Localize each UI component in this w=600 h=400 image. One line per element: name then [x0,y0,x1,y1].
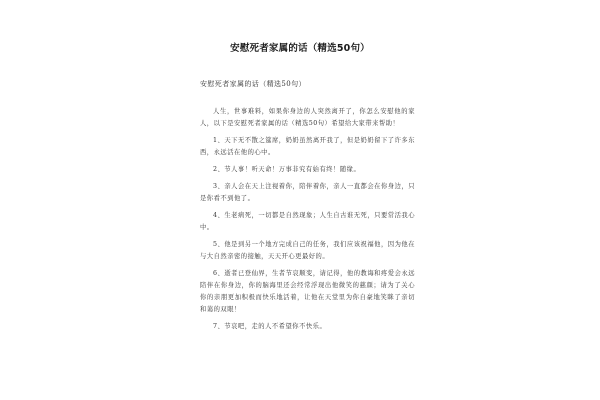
quote-paragraph: 7、节哀吧，走的人不希望你不快乐。 [213,323,327,331]
intro-paragraph: 人生，世事难料，如果你身边的人突然离开了，你怎么安慰他的家人，以下是安慰死者家属的话（精选50句）希望给大家带来帮助！ [200,108,415,128]
document-title: 安慰死者家属的话（精选50句） [230,43,370,54]
quote-paragraph: 3、亲人会在天上注视着你，陪伴着你，亲人一直都会在你身边，只是你看不到他了。 [200,182,415,202]
document-subtitle: 安慰死者家属的话（精选50句） [200,80,306,88]
document-body [200,106,415,338]
quote-paragraph: 1、天下无不散之筵席，奶奶虽然离开我了，但是奶奶留下了许多东西，永远活在他的心中。 [200,137,415,157]
quote-paragraph: 5、他是到另一个地方完成自己的任务，我们应该祝福他，因为他在与大自然亲密的接触，天天开心更最好的。 [200,240,415,260]
quote-paragraph: 2、节人事！听天命！万事非究有始有终！随缘。 [213,166,361,173]
quote-paragraph: 6、逝者已登仙界，生者节哀顺变，请记得，他的教诲和疼爱会永远陪伴在你身边，你的脑海里还会经常浮现出他微笑的慈颜；请为了关心你的亲朋更加积极而快乐地活着，让他在天堂里为你自豪地笑眯了亲切和蔼的双眼！ [200,269,415,314]
quote-paragraph: 4、生老病死，一切都是自然现象；人生自古谁无死，只要常活我心中。 [200,211,415,231]
